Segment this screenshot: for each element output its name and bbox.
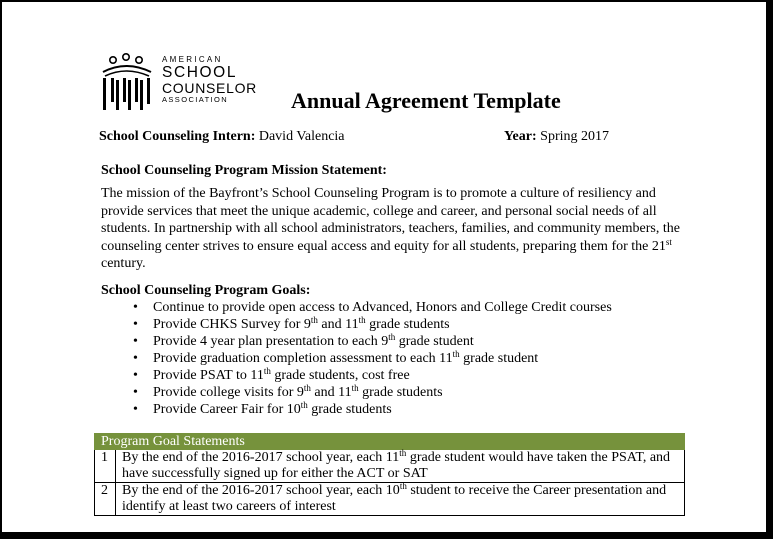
document-page [2,2,766,532]
mission-text: The mission of the Bayfront’s School Counseling Program is to promote a culture of resiliency and provide services that meet the unique academic, college and career, and personal social needs of all students. In partnership with all school administrators, teachers, families, and community members, the counseling center strives to ensure equal access and equity for all students, preparing them for the 21 [101,186,680,254]
intern-label: School Counseling Intern: [99,129,256,144]
bullet-icon: • [133,334,138,349]
logo-line-association: ASSOCIATION [162,94,229,104]
goal-item: • Provide 4 year plan presentation to each 9th grade student [133,332,474,349]
logo-line-counselor: COUNSELOR [162,79,257,96]
goal-item: • Continue to provide open access to Advanced, Honors and College Credit courses [133,300,612,315]
bullet-icon: • [133,300,138,315]
goals-list [101,299,612,418]
asca-logo [99,52,257,116]
mission-statement [101,185,681,273]
table-header: Program Goal Statements [95,434,685,450]
year-label: Year: [504,129,537,144]
goal-item: • Provide PSAT to 11th grade students, cost free [133,366,410,383]
table-row [95,450,685,483]
goal-item: • Provide college visits for 9th and 11th grade students [133,383,443,400]
row-statement: By the end of the 2016-2017 school year, each 10th student to receive the Career presentation and identify at least two careers of interest [116,483,685,516]
asca-figures-icon [99,52,159,116]
bullet-icon: • [133,351,138,366]
bullet-icon: • [133,368,138,383]
row-number: 2 [95,483,116,516]
row-number: 1 [95,450,116,483]
bullet-icon: • [133,402,138,417]
goal-item: • Provide graduation completion assessment to each 11th grade student [133,349,539,366]
row-statement: By the end of the 2016-2017 school year, each 11th grade student would have taken the PSAT, and have successfully signed up for either the ACT or SAT [116,450,685,483]
goal-item: • Provide CHKS Survey for 9th and 11th grade students [133,315,450,332]
mission-heading: School Counseling Program Mission Statement: [101,163,387,178]
page-title: Annual Agreement Template [291,88,561,113]
year-line [504,128,609,145]
logo-line-american: AMERICAN [162,55,223,64]
intern-value: David Valencia [258,129,345,144]
table-row [95,483,685,516]
logo-line-school: SCHOOL [162,64,238,81]
intern-line [99,128,345,145]
goals-heading: School Counseling Program Goals: [101,283,311,298]
bullet-icon: • [133,317,138,332]
goals-section [101,282,612,418]
mission-sup: st [665,236,672,247]
mission-text-end: century. [101,256,146,271]
table-header-row [95,434,685,450]
goal-item: • Provide Career Fair for 10th grade students [133,400,392,417]
year-value: Spring 2017 [540,129,609,144]
goal-statements-table [94,433,685,516]
bullet-icon: • [133,385,138,400]
